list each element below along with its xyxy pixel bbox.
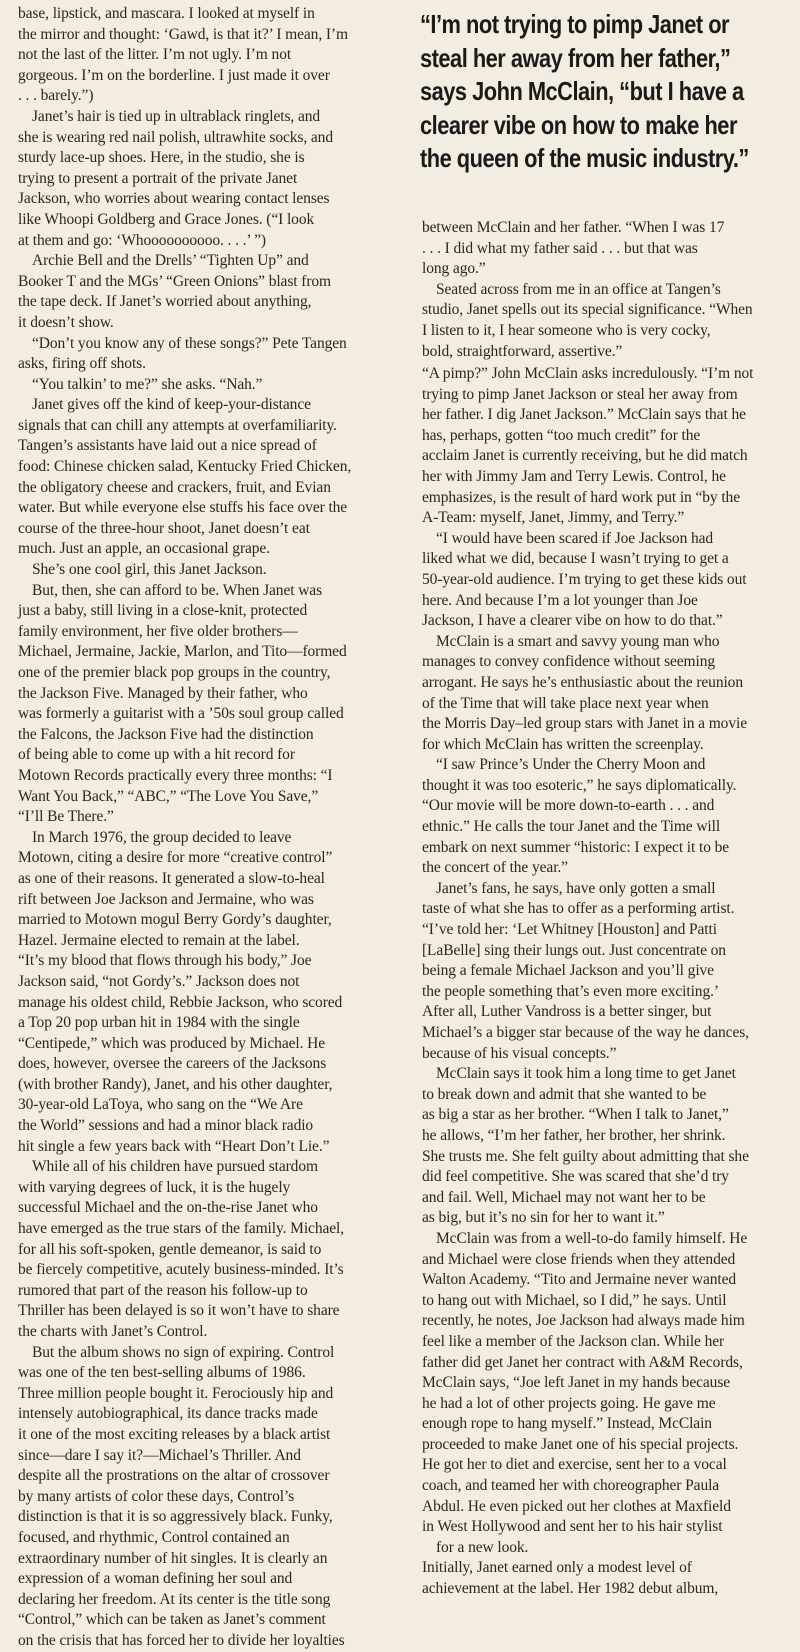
text-line: the World” sessions and had a minor black radio (18, 1117, 314, 1135)
text-line: trying to present a portrait of the private Janet (18, 169, 298, 187)
text-line: of being able to come up with a hit record for (18, 746, 295, 764)
text-line: coach, and teamed her with choreographer Paula (422, 1477, 720, 1495)
text-line: “Centipede,” which was produced by Michael. He (18, 1034, 326, 1052)
text-line: Seated across from me in an office at Tangen’s (436, 280, 721, 298)
text-line: Tangen’s assistants have laid out a nice spread of (18, 437, 317, 455)
text-line: of the Time that will take place next year when (422, 694, 709, 712)
text-line: recently, he notes, Joe Jackson had always made him (422, 1312, 745, 1330)
text-line: at them and go: ‘Whoooooooooo. . . .’ ”) (18, 231, 266, 249)
text-line: the Morris Day–led group stars with Janet in a movie (422, 715, 747, 733)
text-line: McClain was from a well-to-do family himself. He (436, 1229, 748, 1247)
text-line: was one of the ten best-selling albums of 1986. (18, 1364, 306, 1382)
pull-quote-line: says John McClain, “but I have a (420, 76, 744, 107)
text-line: Walton Academy. “Tito and Jermaine never wanted (422, 1271, 737, 1289)
text-line: I listen to it, I hear someone who is very cocky, (422, 321, 711, 339)
text-line: expression of a woman defining her soul and (18, 1570, 293, 1588)
text-line: thought it was too esoteric,” he says diplomatically. (422, 776, 737, 794)
text-line: the concert of the year.” (422, 859, 568, 877)
text-line: “I would have been scared if Joe Jackson had (436, 529, 714, 547)
text-line: Jackson, I have a clearer vibe on how to do that.” (422, 612, 723, 630)
text-line: feel like a member of the Jackson clan. While her (422, 1332, 725, 1350)
text-line: and fail. Well, Michael may not want her to be (422, 1188, 706, 1206)
text-line: successful Michael and the on-the-rise Janet who (18, 1199, 318, 1217)
text-line: her father. I dig Janet Jackson.” McClain says that he (422, 406, 746, 424)
text-line: [LaBelle] sing their lungs out. Just concentrate on (422, 941, 726, 959)
text-line: the Jackson Five. Managed by their father, who (18, 684, 308, 702)
text-line: Thriller has been delayed is so it won’t have to share (18, 1302, 340, 1320)
text-line: He got her to diet and exercise, sent her to a vocal (422, 1456, 727, 1474)
text-line: hit single a few years back with “Heart Don’t Lie.” (18, 1137, 330, 1155)
text-line: the people something that’s even more exciting.’ (422, 982, 719, 1000)
text-line: Jackson, who worries about wearing contact lenses (18, 190, 330, 208)
pull-quote (420, 8, 749, 176)
text-line: base, lipstick, and mascara. I looked at myself in (18, 5, 315, 22)
text-line: asks, firing off shots. (18, 355, 146, 373)
text-line: (with brother Randy), Janet, and his other daughter, (18, 1075, 333, 1093)
text-line: on the crisis that has forced her to divide her loyalties (18, 1631, 345, 1649)
text-line: she is wearing red nail polish, ultrawhite socks, and (18, 128, 333, 146)
text-line: one of the premier black pop groups in the country, (18, 664, 331, 681)
text-line: did feel competitive. She was scared that she’d try (422, 1168, 729, 1186)
text-line: taste of what she has to offer as a performing artist. (422, 900, 735, 918)
text-line: declaring her freedom. At its center is the title song (18, 1590, 331, 1608)
text-line: Michael, Jermaine, Jackie, Marlon, and Tito—formed (18, 643, 347, 661)
text-line: manages to convey confidence without seeming (422, 653, 716, 671)
text-line: for which McClain has written the screenplay. (422, 735, 704, 753)
text-line: for a new look. (436, 1538, 529, 1556)
text-line: father did get Janet her contract with A&M Records, (422, 1353, 743, 1371)
text-line: focused, and rhythmic, Control contained an (18, 1528, 290, 1546)
text-line: since—dare I say it?—Michael’s Thriller. And (18, 1446, 301, 1464)
article-column-right-bottom (422, 364, 794, 1600)
text-line: family environment, her five older brothers— (18, 622, 298, 640)
text-line: Hazel. Jermaine elected to remain at the label. (18, 931, 300, 949)
text-line: here. And because I’m a lot younger than Joe (422, 591, 698, 609)
text-line: as big, but it’s no sin for her to want it.” (422, 1209, 665, 1227)
text-line: gorgeous. I’m on the borderline. I just made it over (18, 66, 330, 84)
text-line: McClain is a smart and savvy young man who (436, 632, 720, 650)
text-line: rumored that part of the reason his follow-up to (18, 1281, 308, 1299)
text-line: acclaim Janet is currently receiving, but he did match (422, 447, 748, 465)
text-line: water. But while everyone else stuffs his face over the (18, 499, 348, 517)
text-line: A-Team: myself, Janet, Jimmy, and Terry.” (422, 509, 685, 527)
text-line: as big a star as her brother. “When I talk to Janet,” (422, 1106, 729, 1124)
text-line: “You talkin’ to me?” she asks. “Nah.” (32, 375, 263, 393)
text-line: . . . I did what my father said . . . but that was (422, 239, 698, 257)
text-line: extraordinary number of hit singles. It is clearly an (18, 1549, 328, 1567)
text-line: for all his soft-spoken, gentle demeanor, is said to (18, 1240, 322, 1258)
text-line: proceeded to make Janet one of his special projects. (422, 1435, 739, 1453)
text-line: Janet’s fans, he says, have only gotten a small (436, 879, 716, 897)
text-line: Three million people bought it. Ferociously hip and (18, 1384, 334, 1402)
text-line: “Control,” which can be taken as Janet’s comment (18, 1611, 326, 1629)
text-line: be fiercely competitive, acutely business-minded. It’s (18, 1261, 344, 1279)
pull-quote-line: steal her away from her father,” (420, 42, 731, 73)
text-line: Initially, Janet earned only a modest level of (422, 1559, 692, 1577)
text-line: While all of his children have pursued stardom (32, 1158, 318, 1176)
text-line: in West Hollywood and sent her to his hair stylist (422, 1518, 723, 1536)
text-line: by many artists of color these days, Control’s (18, 1487, 295, 1505)
text-line: McClain says it took him a long time to get Janet (436, 1065, 736, 1083)
pull-quote-line: “I’m not trying to pimp Janet or (420, 9, 730, 39)
text-line: food: Chinese chicken salad, Kentucky Fried Chicken, (18, 458, 352, 476)
text-line: with varying degrees of luck, it is the hugely (18, 1178, 291, 1196)
text-line: the tape deck. If Janet’s worried about anything, (18, 293, 312, 311)
text-line: Archie Bell and the Drells’ “Tighten Up” and (32, 252, 309, 270)
text-line: the charts with Janet’s Control. (18, 1323, 208, 1340)
text-line: not the last of the litter. I’m not ugly. I’m not (18, 46, 292, 64)
text-line: emphasizes, is the result of hard work put in “by the (422, 488, 740, 506)
text-line: the obligatory cheese and crackers, fruit, and Evian (18, 478, 331, 496)
text-line: the mirror and thought: ‘Gawd, is that it?’ I mean, I’m (18, 25, 348, 43)
text-line: She trusts me. She felt guilty about admitting that she (422, 1147, 749, 1165)
text-line: long ago.” (422, 260, 486, 278)
text-line: the Falcons, the Jackson Five had the distinction (18, 725, 314, 743)
text-line: has, perhaps, gotten “too much credit” for the (422, 426, 701, 444)
text-line: But, then, she can afford to be. When Janet was (32, 581, 323, 599)
text-line: In March 1976, the group decided to leave (32, 828, 292, 846)
text-line: Janet’s hair is tied up in ultrablack ringlets, and (32, 107, 321, 125)
text-line: McClain says, “Joe left Janet in my hands because (422, 1374, 731, 1392)
text-line: a Top 20 pop urban hit in 1984 with the single (18, 1014, 300, 1032)
text-line: it one of the most exciting releases by a black artist (18, 1425, 331, 1443)
text-line: bold, straightforward, assertive.” (422, 342, 623, 360)
text-line: married to Motown mogul Berry Gordy’s daughter, (18, 911, 332, 929)
text-line: much. Just an apple, an occasional grape. (18, 540, 270, 558)
text-line: studio, Janet spells out its special significance. “When (422, 301, 753, 319)
text-line: as one of their reasons. It generated a slow-to-heal (18, 869, 325, 887)
text-line: “Don’t you know any of these songs?” Pete Tangen (32, 334, 347, 352)
text-line: Abdul. He even picked out her clothes at Maxfield (422, 1497, 731, 1515)
text-line: “I’ll Be There.” (18, 808, 114, 826)
text-line: rift between Joe Jackson and Jermaine, who was (18, 890, 314, 908)
text-line: like Whoopi Goldberg and Grace Jones. (“I look (18, 210, 315, 228)
text-line: ethnic.” He calls the tour Janet and the Time will (422, 818, 721, 836)
text-line: “I saw Prince’s Under the Cherry Moon and (436, 756, 706, 774)
pull-quote-line: the queen of the music industry.” (420, 143, 749, 174)
article-column-left (18, 4, 390, 1652)
text-line: being a female Michael Jackson and you’ll give (422, 962, 714, 980)
text-line: between McClain and her father. “When I was 17 (422, 219, 725, 236)
text-line: have emerged as the true stars of the family. Michael, (18, 1220, 345, 1238)
text-line: was formerly a guitarist with a ’50s soul group called (18, 705, 344, 723)
text-line: liked what we did, because I wasn’t trying to get a (422, 550, 729, 568)
text-line: signals that can chill any attempts at overfamiliarity. (18, 416, 337, 434)
text-line: to hang out with Michael, so I did,” he says. Until (422, 1291, 727, 1309)
text-line: enough rope to hang myself.” Instead, McClain (422, 1415, 712, 1433)
text-line: course of the three-hour shoot, Janet doesn’t eat (18, 519, 310, 537)
text-line: sturdy lace-up shoes. Here, in the studio, she is (18, 149, 305, 167)
text-line: Janet gives off the kind of keep-your-distance (32, 396, 311, 414)
text-line: arrogant. He says he’s enthusiastic about the reunion (422, 673, 743, 691)
text-line: and Michael were close friends when they attended (422, 1250, 736, 1268)
text-line: trying to pimp Janet Jackson or steal her away from (422, 385, 738, 403)
text-line: “It’s my blood that flows through his body,” Joe (18, 952, 312, 970)
text-line: Want You Back,” “ABC,” “The Love You Save,” (18, 787, 319, 805)
text-line: to break down and admit that she wanted to be (422, 1085, 707, 1103)
text-line: 30-year-old LaToya, who sang on the “We Are (18, 1096, 303, 1114)
text-line: he had a lot of other projects going. He gave me (422, 1394, 716, 1412)
text-line: “A pimp?” John McClain asks incredulously. “I’m not (422, 365, 754, 382)
text-line: Motown Records practically every three months: “I (18, 766, 333, 784)
text-line: distinction is that it is so aggressively black. Funky, (18, 1508, 333, 1526)
text-line: “Our movie will be more down-to-earth . . . and (422, 797, 715, 815)
text-line: After all, Luther Vandross is a better singer, but (422, 1003, 712, 1021)
text-line: manage his oldest child, Rebbie Jackson, who scored (18, 993, 343, 1011)
text-line: achievement at the label. Her 1982 debut album, (422, 1580, 719, 1598)
text-line: Booker T and the MGs’ “Green Onions” blast from (18, 272, 331, 290)
text-line: it doesn’t show. (18, 313, 114, 331)
text-line: intensely autobiographical, its dance tracks made (18, 1405, 318, 1423)
text-line: because of his visual concepts.” (422, 1044, 617, 1062)
text-line: does, however, oversee the careers of the Jacksons (18, 1055, 327, 1073)
text-line: Michael’s a bigger star because of the way he dances, (422, 1024, 749, 1041)
pull-quote-line: clearer vibe on how to make her (420, 109, 737, 140)
text-line: despite all the prostrations on the altar of crossover (18, 1467, 330, 1485)
text-line: 50-year-old audience. I’m trying to get these kids out (422, 570, 747, 588)
text-line: her with Jimmy Jam and Terry Lewis. Control, he (422, 467, 726, 485)
text-line: She’s one cool girl, this Janet Jackson. (32, 561, 267, 579)
text-line: Motown, citing a desire for more “creative control” (18, 849, 333, 867)
text-line: embark on next summer “historic: I expect it to be (422, 838, 730, 856)
text-line: just a baby, still living in a close-knit, protected (18, 602, 308, 620)
text-line: But the album shows no sign of expiring. Control (32, 1343, 335, 1361)
text-line: Jackson said, “not Gordy’s.” Jackson does not (18, 972, 300, 990)
text-line: he allows, “I’m her father, her brother, her shrink. (422, 1126, 726, 1144)
text-line: . . . barely.”) (18, 87, 94, 105)
text-line: “I’ve told her: ‘Let Whitney [Houston] and Patti (422, 921, 717, 939)
article-column-right-top (422, 218, 794, 362)
